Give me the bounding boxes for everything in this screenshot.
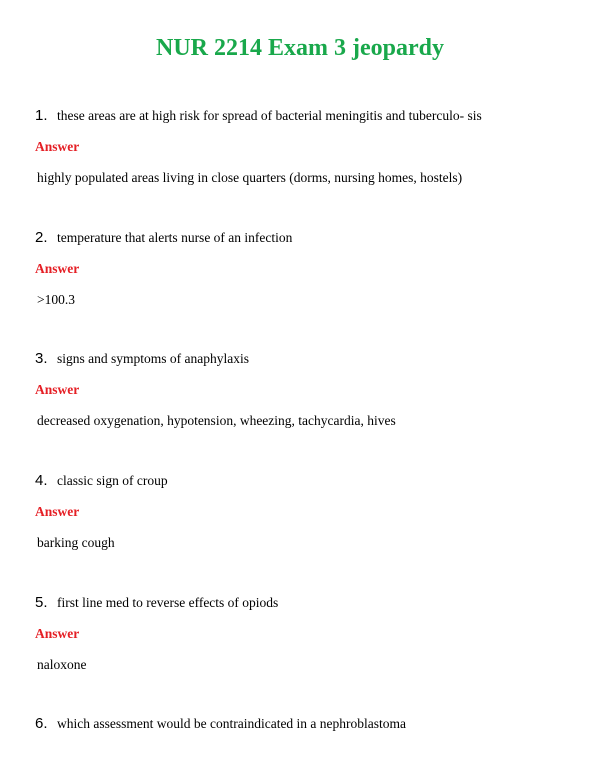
answer-label: Answer <box>35 139 80 154</box>
answer-text: decreased oxygenation, hypotension, wheezing, tachycardia, hives <box>37 413 396 428</box>
answer-label: Answer <box>35 504 80 519</box>
answer-label: Answer <box>35 626 80 641</box>
answer-label: Answer <box>35 382 80 397</box>
answer-text: highly populated areas living in close quarters (dorms, nursing homes, hostels) <box>37 170 463 185</box>
question-text: which assessment would be contraindicated in a nephroblastoma <box>57 716 407 731</box>
question-number: 4. <box>35 472 48 489</box>
question-line <box>35 471 168 491</box>
answer-text: barking cough <box>37 535 115 550</box>
question-line <box>35 714 406 734</box>
question-number: 1. <box>35 107 48 124</box>
question-number: 5. <box>35 594 48 611</box>
question-number: 3. <box>35 350 48 367</box>
answer-text: >100.3 <box>37 292 75 307</box>
question-number: 6. <box>35 715 48 732</box>
question-text: these areas are at high risk for spread of bacterial meningitis and tuberculo- sis <box>57 108 482 123</box>
question-line <box>35 349 249 369</box>
question-text: temperature that alerts nurse of an infection <box>57 230 293 245</box>
question-line <box>35 106 482 126</box>
question-number: 2. <box>35 229 48 246</box>
question-text: signs and symptoms of anaphylaxis <box>57 351 249 366</box>
answer-text: naloxone <box>37 657 87 672</box>
answer-label: Answer <box>35 261 80 276</box>
question-text: classic sign of croup <box>57 473 168 488</box>
question-text: first line med to reverse effects of opiods <box>57 595 279 610</box>
document-title: NUR 2214 Exam 3 jeopardy <box>156 35 444 61</box>
question-line <box>35 593 278 613</box>
question-line <box>35 228 292 248</box>
